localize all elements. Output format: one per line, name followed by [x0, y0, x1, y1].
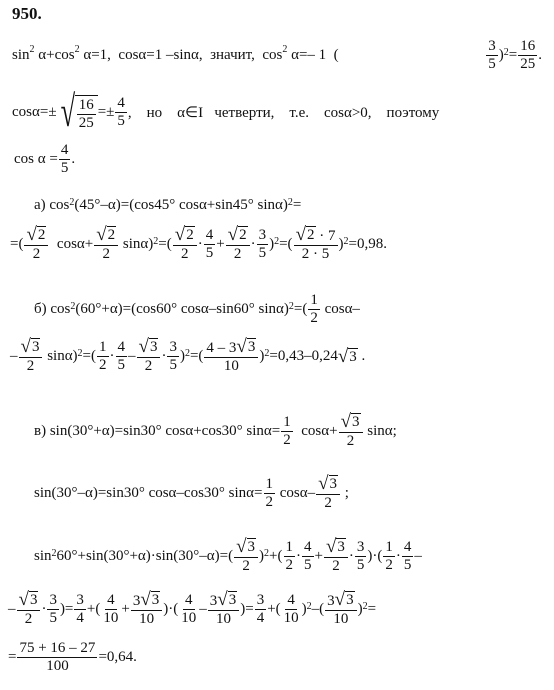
part-c-continuation: – √ 3 2 · 3 5 )= $\frac{3}{4}$ +( 4 10 + 3 √ 3 10 )·( 4 10 – 3 √ 3 10 )= $\frac{3}{4}$ +( 4 10 ) $^2$ –( 3 √ 3 10 ) $^2$ = [8, 589, 377, 627]
line-cos-result: cos α = $\frac{4}{5}$ . [14, 142, 76, 176]
part-c-sin-minus: sin(30°–α)=sin30° cosα–cos30° sinα= $\frac{1}{2}$ cosα– √ 3 2 ; [34, 473, 349, 511]
part-a-computation: =( √ 2 2 cosα+ √ 2 2 sinα) $^2$ =( √ 2 2 · 4 5 + √ 2 2 · 3 5 ) $^2$ =( √ 2 · 7 2 · 5 ) $^2$ =0,98. [10, 224, 387, 262]
part-a-header: а) cos $^2$ (45°–α)=(cos45° cosα+sin45° sinα) $^2$ = [34, 197, 302, 213]
line-identity: $\sin^2 \alpha+\cos^2$ α=1, cosα=1 –sinα, значит, $\cos^2 \alpha=-$ 1 ( 3 5 ) $^2$ = $\frac{16}{25}$ . [12, 38, 542, 72]
line-cos-value: cosα=± √ $\frac{16}{25}$ =± $\frac{4}{5}$ , но α∈I четверти, т.е. cosα>0, поэтому [12, 87, 440, 136]
part-b-computation: – √ 3 2 sinα) $^2$ =( 1 2 · 4 5 – √ 3 2 · 3 5 ) $^2$ =( 4 – 3 √ 3 10 ) $^2$ =0,43–0,24 √ 3 . [10, 336, 366, 374]
part-b-header: б) cos $^2$ (60°+α)=(cos60° cosα–sin60° sinα) $^2$ =( 1 2 cosα– [34, 292, 360, 326]
part-c-header: в) sin(30°+α)=sin30° cosα+cos30° sinα= $\frac{1}{2}$ cosα+ √ 3 2 sinα; [34, 411, 397, 449]
part-c-expression: sin $^2$ 60°+sin(30°+α)·sin(30°–α)=( √ 3 2 ) $^2$ +( 1 2 · 4 5 + √ 3 2 · 3 5 )·( 1 2 · 4 5 – [34, 536, 422, 574]
problem-number: 950. [12, 4, 42, 23]
part-c-final: = $\frac{75 + 16 - 27}{100}$ =0,64. [8, 640, 137, 674]
